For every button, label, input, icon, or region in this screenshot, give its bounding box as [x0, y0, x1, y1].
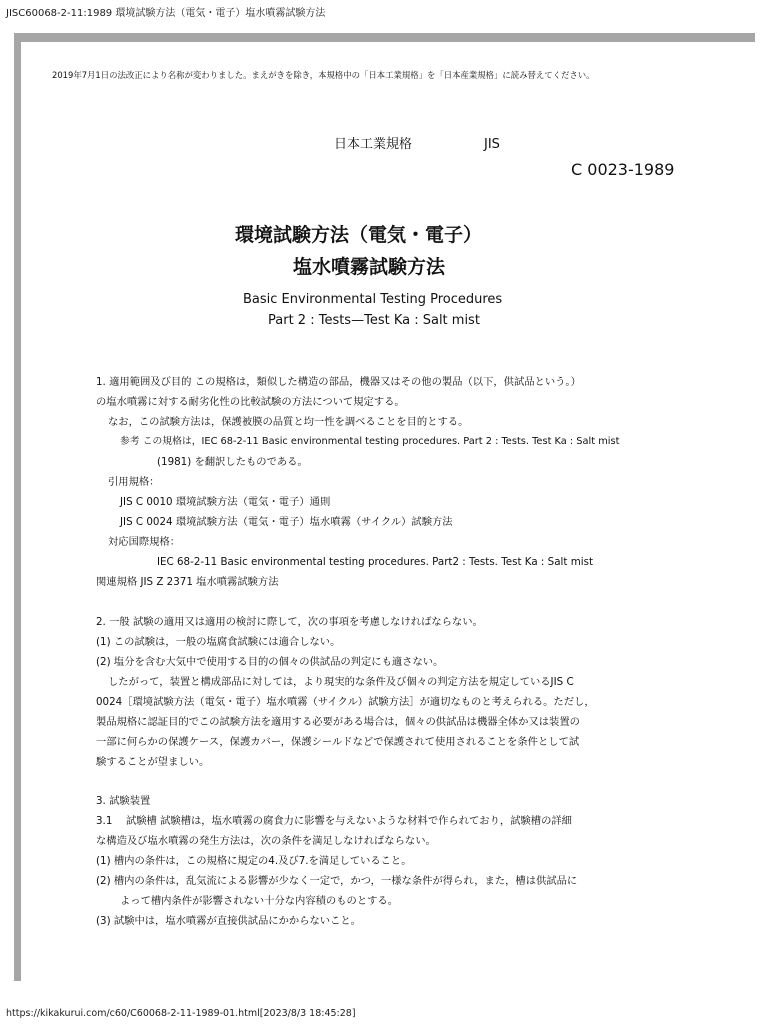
body-line: したがって，装置と構成部品に対しては，より現実的な条件及び個々の判定方法を規定しているJIS C — [108, 676, 574, 688]
title-jp-line-2: 塩水噴霧試験方法 — [293, 256, 446, 278]
body-line: 2. 一般 試験の適用又は適用の検討に際して，次の事項を考慮しなければならない。 — [96, 616, 483, 628]
body-line: な構造及び塩水噴霧の発生方法は，次の条件を満足しなければならない。 — [96, 835, 436, 847]
jis-label: JIS — [484, 137, 500, 152]
browser-footer-url: https://kikakurui.com/c60/C60068-2-11-1989-01.html[2023/8/3 18:45:28] — [6, 1008, 356, 1019]
body-line: 引用規格： — [108, 476, 160, 488]
page-frame-top — [14, 33, 755, 42]
body-line: (2) 槽内の条件は，乱気流による影響が少なく一定で，かつ，一様な条件が得られ，また，槽は供試品に — [96, 875, 578, 887]
body-line: 一部に何らかの保護ケース，保護カバー，保護シールドなどで保護されて使用されることを条件として試 — [96, 736, 580, 748]
body-line: 0024［環境試験方法（電気・電子）塩水噴霧（サイクル）試験方法］が適切なものと考えられる。ただし， — [96, 696, 595, 708]
body-line: (1) この試験は，一般の塩腐食試験には適合しない。 — [96, 636, 341, 648]
page-frame-left — [14, 33, 21, 981]
title-en-line-2: Part 2 : Tests—Test Ka : Salt mist — [268, 313, 480, 328]
section-heading: 3. 試験装置 — [96, 795, 151, 807]
name-change-notice: 2019年7月1日の法改正により名称が変わりました。まえがきを除き，本規格中の「日本工業規格」を「日本産業規格」に読み替えてください。 — [52, 70, 595, 80]
title-jp-line-1: 環境試験方法（電気・電子） — [235, 224, 483, 246]
body-line: 3.1 試験槽 試験槽は，塩水噴霧の腐食力に影響を与えないような材料で作られており，試験槽の詳細 — [96, 815, 572, 827]
body-line: JIS C 0010 環境試験方法（電気・電子）通則 — [120, 496, 331, 508]
body-line: よって槽内条件が影響されない十分な内容積のものとする。 — [120, 895, 399, 907]
standard-label: 日本工業規格 — [334, 137, 413, 152]
body-line: JIS C 0024 環境試験方法（電気・電子）塩水噴霧（サイクル）試験方法 — [120, 516, 453, 528]
body-line: (2) 塩分を含む大気中で使用する目的の個々の供試品の判定にも適さない。 — [96, 656, 444, 668]
body-line: (1) 槽内の条件は，この規格に規定の4.及び7.を満足していること。 — [96, 855, 412, 867]
browser-header: JISC60068-2-11:1989 環境試験方法（電気・電子）塩水噴霧試験方法 — [6, 8, 326, 19]
body-line: なお，この試験方法は，保護被膜の品質と均一性を調べることを目的とする。 — [108, 416, 469, 428]
standard-code: C 0023-1989 — [571, 160, 675, 179]
body-line: (1981) を翻訳したものである。 — [157, 456, 308, 468]
body-line: 関連規格 JIS Z 2371 塩水噴霧試験方法 — [96, 576, 279, 588]
body-line: 1. 適用範囲及び目的 この規格は，類似した構造の部品，機器又はその他の製品（以下，供試品という。） — [96, 376, 581, 388]
body-line: 験することが望ましい。 — [96, 756, 210, 768]
body-line: 参考 この規格は，IEC 68-2-11 Basic environmental testing procedures. Part 2 : Tests. Test Ka : Salt mist — [120, 436, 620, 447]
body-line: 製品規格に認証目的でこの試験方法を適用する必要がある場合は，個々の供試品は機器全体か又は装置の — [96, 716, 580, 728]
body-line: IEC 68-2-11 Basic environmental testing procedures. Part2 : Tests. Test Ka : Salt mist — [157, 556, 593, 568]
body-line: 対応国際規格： — [108, 536, 181, 548]
document-page — [21, 42, 755, 981]
body-line: (3) 試験中は，塩水噴霧が直接供試品にかからないこと。 — [96, 915, 361, 927]
body-line: の塩水噴霧に対する耐劣化性の比較試験の方法について規定する。 — [96, 396, 405, 408]
title-en-line-1: Basic Environmental Testing Procedures — [243, 292, 503, 307]
